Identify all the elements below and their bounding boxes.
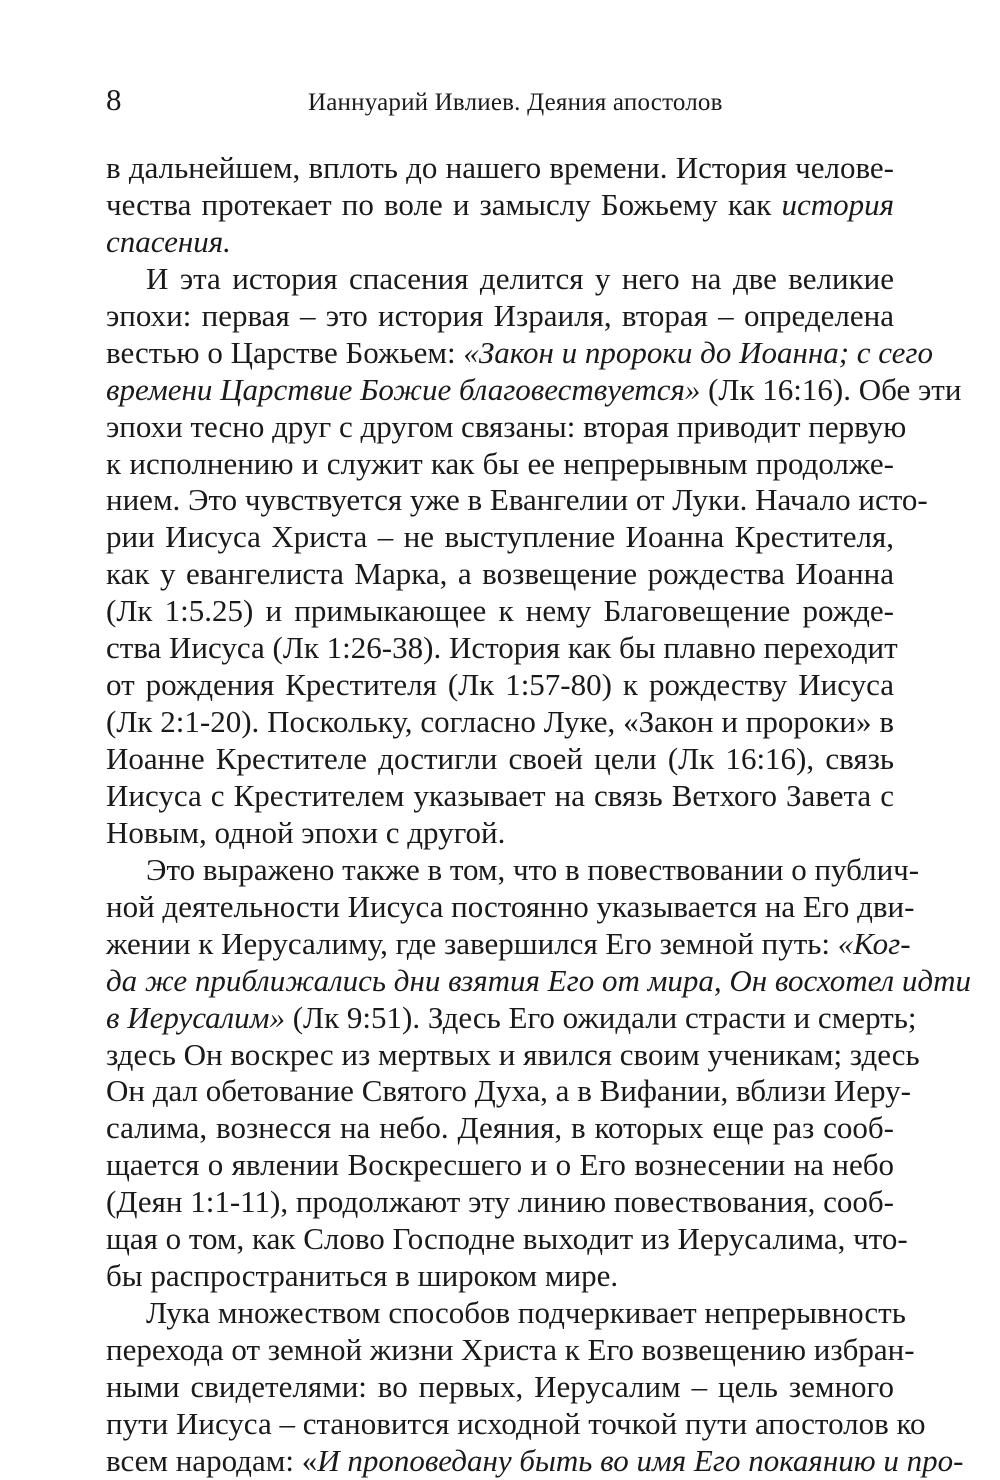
text-line	[106, 925, 911, 963]
italic-text: «Ког-	[837, 925, 911, 961]
text-line	[106, 851, 920, 889]
text-line	[106, 187, 894, 224]
text-run: эпохи: первая – это история Израиля, вторая – определена	[106, 297, 894, 333]
text-line	[106, 1332, 915, 1369]
text-line	[106, 224, 894, 261]
text-run: щается о явлении Воскресшего и о Его вознесении на небо	[106, 1147, 894, 1183]
text-line	[106, 593, 894, 630]
text-run: Лука множеством способов подчеркивает непрерывность	[146, 1295, 906, 1331]
text-run: нием. Это чувствуется уже в Евангелии от Луки. Начало исто-	[106, 482, 928, 518]
text-line	[106, 298, 894, 335]
text-line	[106, 482, 928, 519]
text-line	[106, 1221, 908, 1258]
text-run: перехода от земной жизни Христа к Его возвещению избран-	[106, 1332, 915, 1367]
italic-text: да же приближались дни взятия Его от мира, Он восхотел идти	[106, 962, 971, 998]
text-run: в дальнейшем, вплоть до нашего времени. История челове-	[106, 150, 894, 185]
text-run: здесь Он воскрес из мертвых и явился своим ученикам; здесь	[106, 1036, 920, 1072]
text-line	[106, 1258, 894, 1295]
text-run: чества протекает по воле и замыслу Божьему как	[106, 186, 782, 222]
paragraph	[106, 260, 962, 852]
italic-text: «Закон и пророки до Иоанна; с сего	[463, 334, 934, 370]
italic-text: спасения.	[106, 223, 231, 259]
text-run: (Деян 1:1-11), продолжают эту линию повествования, сооб-	[106, 1184, 895, 1220]
text-line	[106, 1110, 894, 1147]
text-run: к исполнению и служит как бы ее непрерывным продолже-	[106, 445, 894, 481]
text-run: эпохи тесно друг с другом связаны: вторая приводит первую	[106, 408, 907, 444]
text-line	[106, 999, 917, 1037]
text-run: Новым, одной эпохи с другой.	[106, 814, 506, 850]
text-run: Он дал обетование Святого Духа, а в Вифании, вблизи Иеру-	[106, 1073, 911, 1109]
text-line	[106, 778, 894, 815]
text-run: всем народам: «	[106, 1442, 318, 1478]
text-line	[106, 261, 894, 298]
text-line	[106, 962, 971, 1000]
text-run: (Лк 1:5.25) и примыкающее к нему Благовещение рожде-	[106, 593, 894, 629]
text-run: (Лк 9:51). Здесь Его ожидали страсти и смерть;	[284, 999, 917, 1035]
text-line	[106, 1442, 964, 1480]
text-run: жении к Иерусалиму, где завершился Его земной путь:	[106, 925, 838, 961]
text-line	[106, 519, 894, 556]
text-run: И эта история спасения делится у него на две великие	[146, 260, 894, 296]
text-line	[106, 1184, 894, 1221]
page-number: 8	[106, 82, 122, 117]
text-run: рии Иисуса Христа – не выступление Иоанна Крестителя,	[106, 519, 894, 555]
text-run: Иоанне Крестителе достигли своей цели (Лк 16:16), связь	[106, 741, 894, 776]
text-line	[106, 1147, 894, 1184]
text-line	[106, 1295, 906, 1332]
text-line	[106, 888, 915, 926]
italic-text: история	[781, 186, 894, 222]
text-line	[106, 1073, 911, 1110]
text-line	[106, 150, 894, 187]
text-run: от рождения Крестителя (Лк 1:57-80) к рождеству Иисуса	[106, 667, 894, 703]
paragraph	[106, 851, 971, 1295]
text-run: ными свидетелями: во первых, Иерусалим – цель земного	[106, 1368, 894, 1404]
text-line	[106, 704, 894, 741]
text-run: ной деятельности Иисуса постоянно указывается на Его дви-	[106, 888, 915, 924]
text-line	[106, 741, 894, 778]
text-run: Иисуса с Крестителем указывает на связь Ветхого Завета с	[106, 777, 894, 813]
text-line	[106, 556, 894, 593]
text-line	[106, 1369, 894, 1406]
text-line	[106, 446, 894, 483]
text-run: (Лк 2:1-20). Поскольку, согласно Луке, «Закон и пророки» в	[106, 704, 894, 740]
text-line	[106, 371, 962, 409]
text-run: бы распространиться в широком мире.	[106, 1258, 619, 1294]
paragraph	[106, 1295, 964, 1480]
text-run: (Лк 16:16). Обе эти	[700, 371, 962, 407]
body-text	[106, 150, 971, 1480]
text-line	[106, 1405, 926, 1443]
text-line	[106, 667, 894, 704]
text-run: салима, вознесся на небо. Деяния, в которых еще раз сооб-	[106, 1110, 894, 1146]
text-line	[106, 334, 934, 372]
text-run: щая о том, как Слово Господне выходит из Иерусалима, что-	[106, 1221, 908, 1257]
italic-text: в Иерусалим»	[106, 999, 285, 1035]
text-run: вестью о Царстве Божьем:	[106, 334, 464, 370]
text-line	[106, 408, 907, 446]
text-line	[106, 630, 898, 667]
text-run: как у евангелиста Марка, а возвещение рождества Иоанна	[106, 556, 894, 592]
running-title: Ианнуарий Ивлиев. Деяния апостолов	[308, 89, 723, 116]
italic-text: И проповедану быть во имя Его покаянию и про-	[317, 1442, 964, 1478]
italic-text: времени Царствие Божие благовествуется»	[106, 371, 701, 407]
text-run: пути Иисуса – становится исходной точкой пути апостолов ко	[106, 1405, 926, 1441]
text-line	[106, 1036, 920, 1074]
text-run: ства Иисуса (Лк 1:26-38). История как бы плавно переходит	[106, 630, 898, 666]
text-line	[106, 815, 894, 852]
paragraph	[106, 150, 894, 261]
text-run: Это выражено также в том, что в повествовании о публич-	[146, 851, 920, 887]
